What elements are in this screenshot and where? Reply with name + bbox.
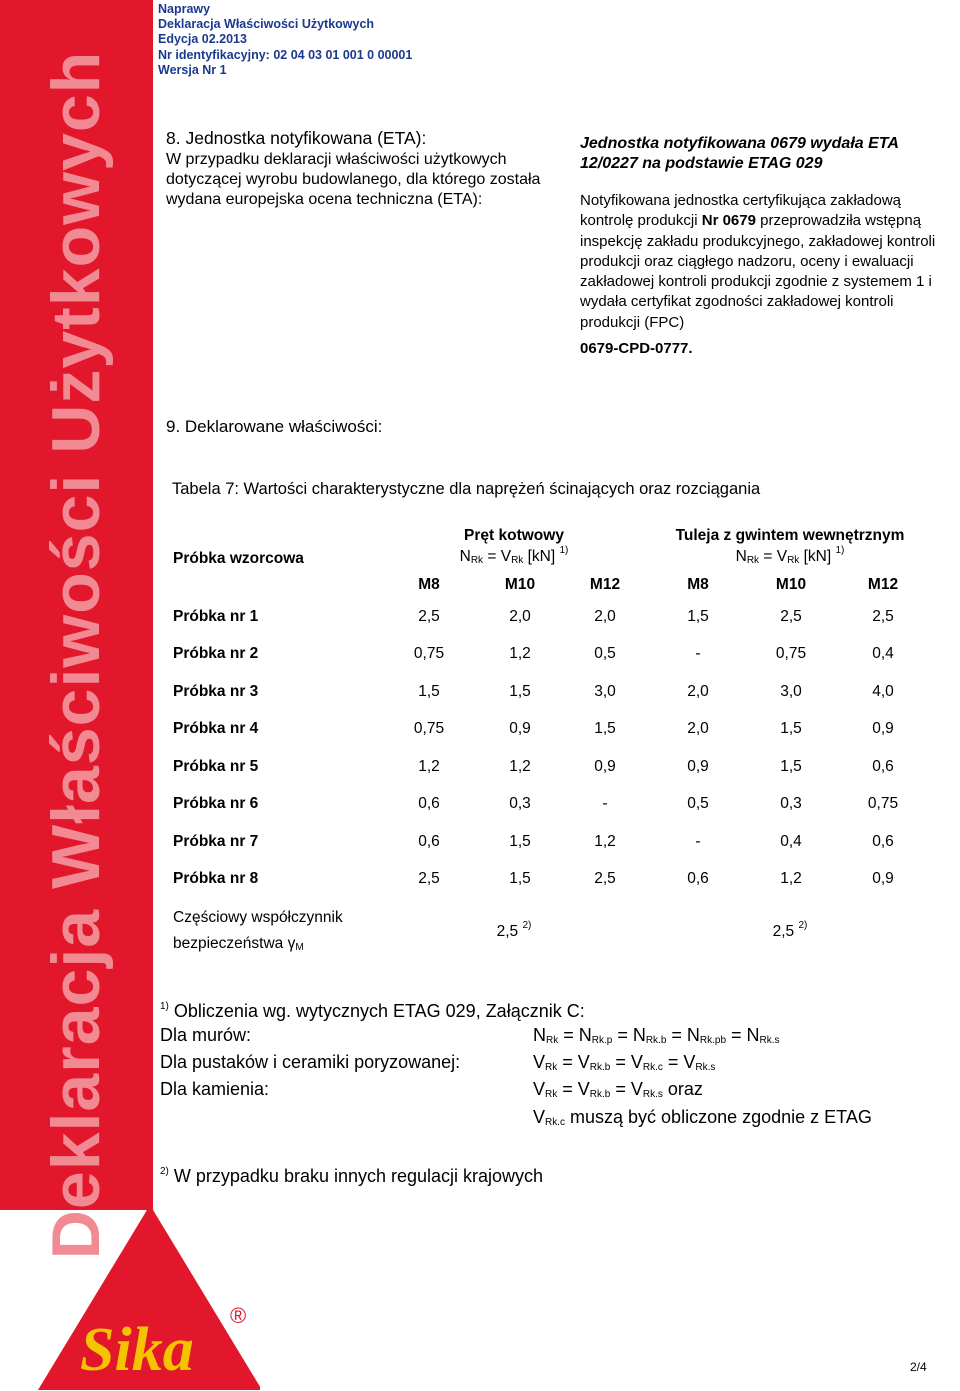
- sidebar-vertical-title: Deklaracja Właściwości Użytkowych: [38, 50, 114, 1260]
- formula-oraz: oraz: [662, 1079, 703, 1099]
- table-cell: 0,6: [872, 832, 894, 850]
- formula-murow: $N_{Rk} = N_{Rk.p} = N_{Rk.b} = N_{Rk.pb} = N_{Rk.s}$: [533, 1025, 780, 1046]
- table-cell: 0,5: [687, 795, 709, 813]
- section-8-heading: 8. Jednostka notyfikowana (ETA):: [166, 128, 427, 148]
- formula-must: muszą być obliczone zgodnie z ETAG: [565, 1107, 872, 1127]
- footnote-1: [160, 993, 585, 1025]
- table-cell: 1,5: [418, 682, 440, 700]
- size-header: M12: [867, 576, 899, 593]
- formula-eq: = V: [483, 547, 512, 565]
- table-cell: 1,2: [594, 832, 616, 850]
- table-cell: 0,3: [509, 795, 531, 813]
- section-8: [166, 128, 556, 210]
- safety-label-2: [173, 931, 378, 961]
- formula-unit: [kN]: [523, 547, 556, 565]
- logo-wordmark: Sika: [80, 1316, 194, 1384]
- safety-value: 2,5: [772, 922, 795, 940]
- formula-etag: $V_{Rk.c}$ muszą być obliczone zgodnie z ETAG: [533, 1107, 872, 1128]
- table-cell: 0,6: [687, 870, 709, 888]
- table-cell: 0,9: [687, 757, 709, 775]
- group-rod-formula: [378, 545, 650, 566]
- safety-factor-label: [166, 898, 378, 962]
- header-line-4: Nr identyfikacyjny: 02 04 03 01 001 0 00001: [158, 47, 413, 62]
- table-cell: 2,5: [872, 607, 894, 625]
- formula-kamienia: $V_{Rk} = V_{Rk.b} = V_{Rk.s}$ oraz: [533, 1079, 703, 1100]
- formula-n: N: [459, 547, 471, 565]
- table-cell: 0,5: [594, 645, 616, 663]
- sidebar: [0, 0, 153, 1391]
- formula-n-sub: Rk: [470, 554, 484, 566]
- table-cell: 1,5: [509, 682, 531, 700]
- safety-note: 2): [522, 919, 532, 931]
- table-cell: 1,5: [509, 832, 531, 850]
- safety-value-sleeve: [650, 898, 930, 962]
- formula-n: N: [735, 547, 747, 565]
- table-cell: 0,6: [418, 795, 440, 813]
- table-cell: 2,5: [418, 607, 440, 625]
- table-cell: 0,9: [594, 757, 616, 775]
- row-label: Próbka nr 3: [173, 682, 259, 700]
- table-cell: 0,75: [413, 720, 445, 738]
- formula-v-sub: Rk: [511, 554, 524, 566]
- table-cell: 0,9: [872, 720, 894, 738]
- safety-value-rod: [378, 898, 650, 962]
- table-cell: -: [602, 795, 608, 813]
- table-cell: 2,0: [509, 607, 531, 625]
- table-cell: 1,2: [509, 757, 531, 775]
- eta-text: [580, 191, 950, 333]
- safety-label-text: bezpieczeństwa γ: [173, 935, 296, 952]
- row-label: Próbka nr 6: [173, 795, 259, 813]
- table-cell: 2,0: [594, 607, 616, 625]
- row-label: Próbka nr 8: [173, 870, 259, 888]
- table-cell: 1,2: [780, 870, 802, 888]
- safety-value: 2,5: [496, 922, 519, 940]
- table-cell: 3,0: [780, 682, 802, 700]
- col-header-sample: Próbka wzorcowa: [173, 550, 304, 567]
- label-murow: Dla murów:: [160, 1025, 252, 1045]
- table-cell: 1,2: [509, 645, 531, 663]
- formula-note: 1): [835, 544, 845, 556]
- table-cell: 0,6: [872, 757, 894, 775]
- eta-text-a: Notyfikowana jednostka certyfikująca zakładową kontrolę produkcji: [580, 192, 901, 230]
- header-line-1: Naprawy: [158, 2, 211, 16]
- row-label: Próbka nr 4: [173, 720, 259, 738]
- certificate-number: 0679-CPD-0777.: [580, 340, 693, 358]
- table-cell: 4,0: [872, 682, 894, 700]
- safety-factor-row: [166, 898, 930, 962]
- row-label: Próbka nr 2: [173, 645, 259, 663]
- table-cell: 1,5: [509, 870, 531, 888]
- table-row: [166, 786, 930, 824]
- table-row: [166, 748, 930, 786]
- section-8-text: W przypadku deklaracji właściwości użytkowych dotyczącej wyrobu budowlanego, dla którego została wydana europejska ocena techniczna (ETA):: [166, 151, 541, 208]
- table-cell: 2,0: [687, 682, 709, 700]
- footnote-2-mark: 2): [160, 1166, 169, 1177]
- document-header: [158, 2, 412, 78]
- size-header: M8: [687, 576, 709, 593]
- table-row: [166, 636, 930, 674]
- group-header-sleeve: [650, 520, 930, 572]
- formula-unit: [kN]: [799, 547, 832, 565]
- group-rod-title: Pręt kotwowy: [464, 526, 564, 544]
- table-row: [166, 598, 930, 636]
- table-cell: 0,75: [775, 645, 807, 663]
- table-cell: 1,5: [687, 607, 709, 625]
- eta-info: [580, 134, 950, 359]
- table-cell: 0,3: [780, 795, 802, 813]
- table-cell: 0,9: [509, 720, 531, 738]
- row-label: Próbka nr 5: [173, 757, 259, 775]
- size-header: M8: [418, 576, 440, 593]
- header-line-2: Deklaracja Właściwości Użytkowych: [158, 17, 375, 32]
- table-cell: 2,5: [780, 607, 802, 625]
- row-label: Próbka nr 1: [173, 607, 259, 625]
- header-line-3: Edycja 02.2013: [158, 32, 247, 47]
- table-cell: 1,5: [780, 720, 802, 738]
- formula-eq: = V: [759, 547, 788, 565]
- table-cell: -: [695, 832, 701, 850]
- safety-label-sub: M: [295, 942, 304, 953]
- footnote-2-text: W przypadku braku innych regulacji krajowych: [168, 1166, 544, 1186]
- label-kamienia: Dla kamienia:: [160, 1079, 270, 1099]
- table-row: [166, 711, 930, 749]
- label-pustakow: Dla pustaków i ceramiki poryzowanej:: [160, 1052, 461, 1072]
- formula-pustakow: $V_{Rk} = V_{Rk.b} = V_{Rk.c} = V_{Rk.s}$: [533, 1052, 716, 1073]
- table-cell: 2,0: [687, 720, 709, 738]
- safety-label-1: Częściowy współczynnik: [173, 909, 343, 926]
- table-cell: 2,5: [594, 870, 616, 888]
- group-header-rod: [378, 520, 650, 572]
- table-cell: -: [695, 645, 701, 663]
- sika-logo: [30, 1205, 260, 1390]
- header-line-5: Wersja Nr 1: [158, 62, 227, 77]
- table-cell: 0,9: [872, 870, 894, 888]
- table-cell: 0,6: [418, 832, 440, 850]
- table-cell: 0,4: [780, 832, 802, 850]
- table-cell: 0,75: [867, 795, 899, 813]
- safety-note: 2): [798, 919, 808, 931]
- size-header: M10: [504, 576, 536, 593]
- formula-note: 1): [559, 544, 569, 556]
- size-header: M10: [775, 576, 807, 593]
- table-cell: 1,5: [594, 720, 616, 738]
- table-row: [166, 673, 930, 711]
- footnote-1-mark: 1): [160, 1001, 169, 1012]
- table-cell: 1,5: [780, 757, 802, 775]
- table-cell: 0,75: [413, 645, 445, 663]
- footnote-1-text: Obliczenia wg. wytycznych ETAG 029, Załącznik C:: [168, 1001, 585, 1021]
- footnote-2: [160, 1158, 543, 1190]
- page-number: 2/4: [910, 1360, 927, 1374]
- table-cell: 3,0: [594, 682, 616, 700]
- row-label: Próbka nr 7: [173, 832, 259, 850]
- table-row: [166, 861, 930, 899]
- characteristic-values-table: [166, 520, 930, 962]
- group-sleeve-formula: [650, 545, 930, 566]
- group-sleeve-title: Tuleja z gwintem wewnętrznym: [675, 526, 905, 544]
- logo-registered-mark: ®: [230, 1303, 247, 1328]
- size-header: M12: [589, 576, 621, 593]
- section-9-heading: 9. Deklarowane właściwości:: [166, 417, 383, 436]
- table-cell: 1,2: [418, 757, 440, 775]
- formula-n-sub: Rk: [746, 554, 760, 566]
- table-title: Tabela 7: Wartości charakterystyczne dla naprężeń ścinających oraz rozciągania: [172, 480, 761, 498]
- table-row: [166, 823, 930, 861]
- eta-text-b: przeprowadziła wstępną inspekcję zakładu produkcyjnego, zakładowej kontroli produkcji oraz ciągłego nadzoru, oceny i ewaluacji zakładowej kontroli produkcji zgodnie z systemem 1 i wydała certyfikat zgodności zakładowej kontroli produkcji (FPC): [580, 212, 936, 331]
- table-cell: 0,4: [872, 645, 894, 663]
- table-cell: 2,5: [418, 870, 440, 888]
- formula-v-sub: Rk: [787, 554, 800, 566]
- eta-title: Jednostka notyfikowana 0679 wydała ETA 12/0227 na podstawie ETAG 029: [580, 135, 899, 172]
- eta-text-nr: Nr 0679: [701, 212, 756, 230]
